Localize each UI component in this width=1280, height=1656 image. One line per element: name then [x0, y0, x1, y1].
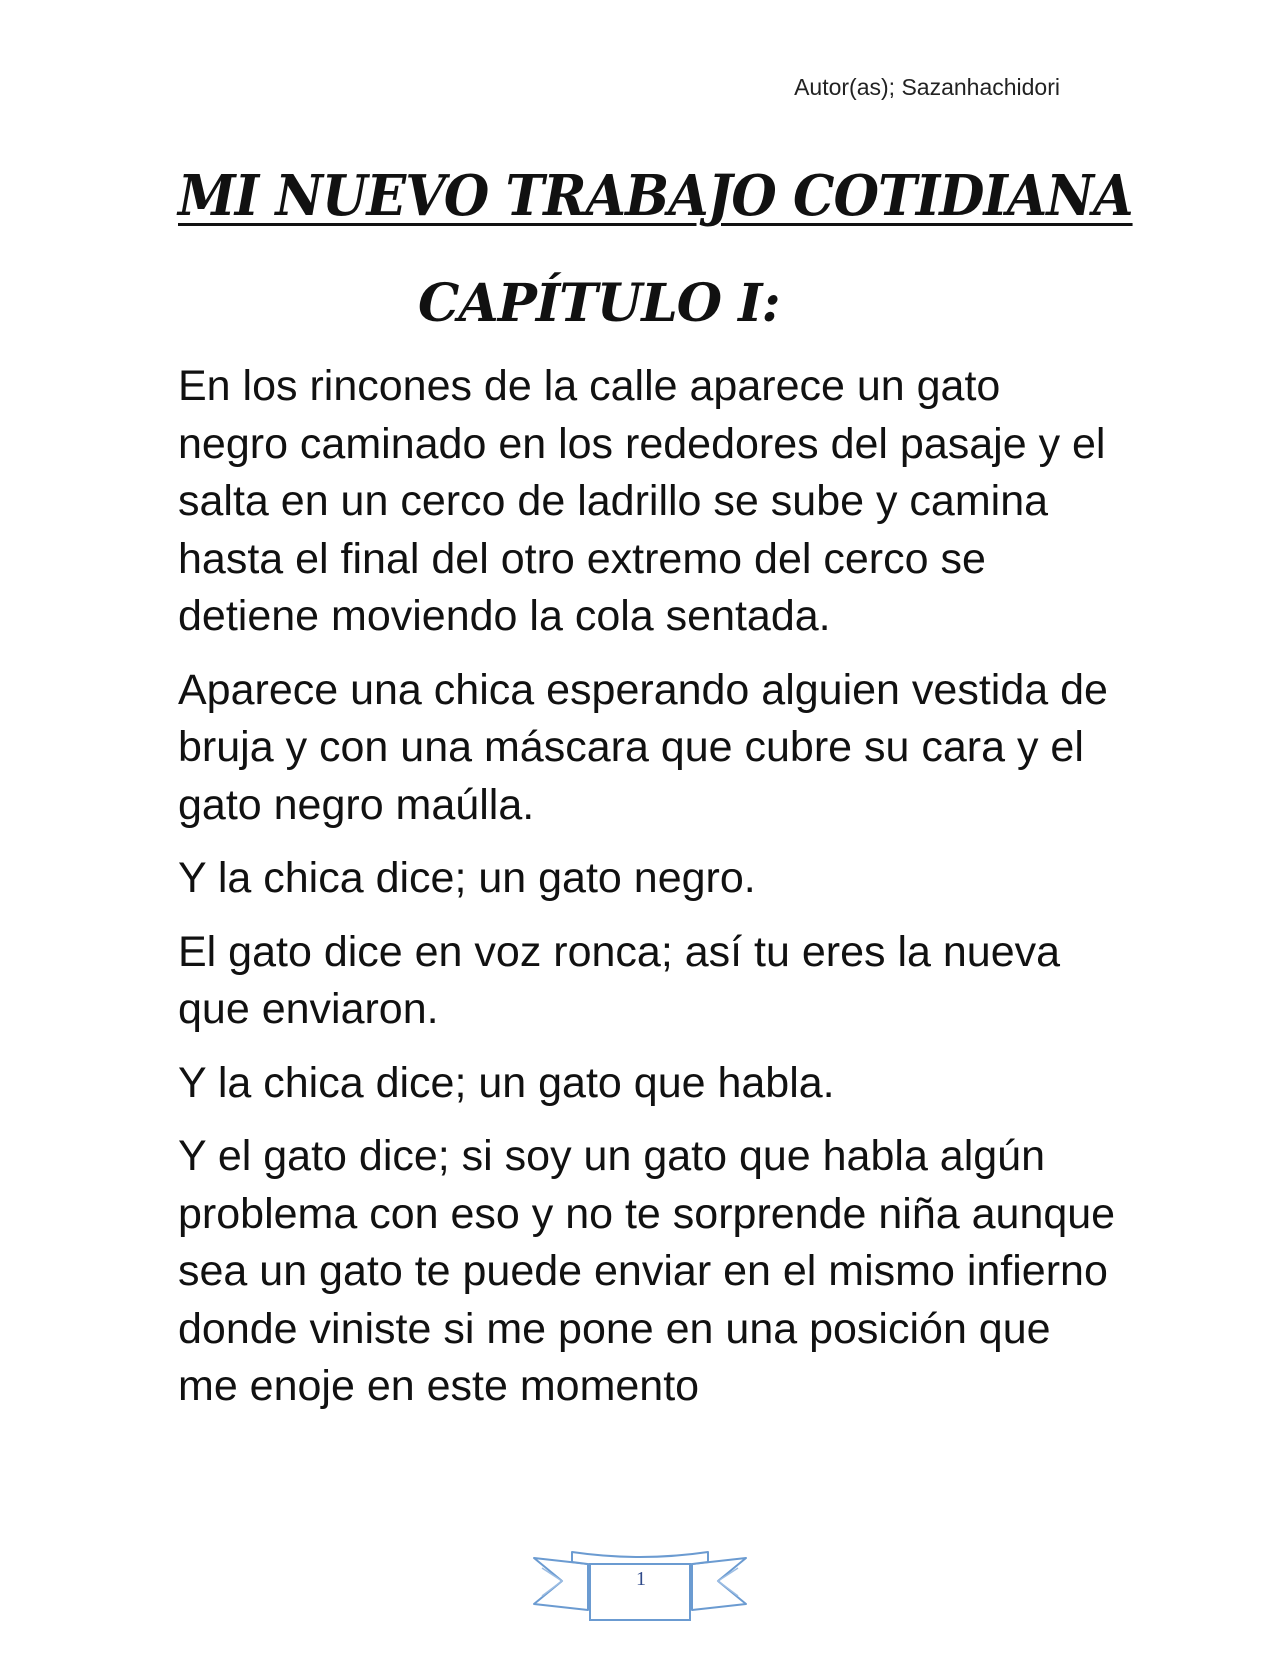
paragraph-6: Y el gato dice; si soy un gato que habla algún problema con eso y no te sorprende niña aunque sea un gato te puede enviar en el mismo infierno donde viniste si me pone en una posición que me enoje en este momento [178, 1132, 1116, 1410]
page-number: 1 [636, 1568, 646, 1590]
chapter-title: CAPÍTULO I: [418, 273, 780, 334]
document-title: MI NUEVO TRABAJO COTIDIANA [178, 163, 1133, 229]
paragraph-5: Y la chica dice; un gato que habla. [178, 1058, 835, 1107]
paragraph-2: Aparece una chica esperando alguien vestida de bruja y con una máscara que cubre su cara y el gato negro maúlla. [178, 665, 1108, 829]
paragraph-3: Y la chica dice; un gato negro. [178, 854, 756, 902]
body-text [178, 358, 1118, 1432]
paragraph-4: El gato dice en voz ronca; así tu eres la nueva que enviaron. [178, 927, 1061, 1033]
paragraph-1: En los rincones de la calle aparece un gato negro caminado en los rededores del pasaje y el salta en un cerco de ladrillo se sube y camina hasta el final del otro extremo del cerco se detiene moviendo la cola sentada. [178, 362, 1106, 640]
page-number-ribbon [532, 1548, 748, 1624]
header-author: Autor(as); Sazanhachidori [794, 74, 1060, 100]
